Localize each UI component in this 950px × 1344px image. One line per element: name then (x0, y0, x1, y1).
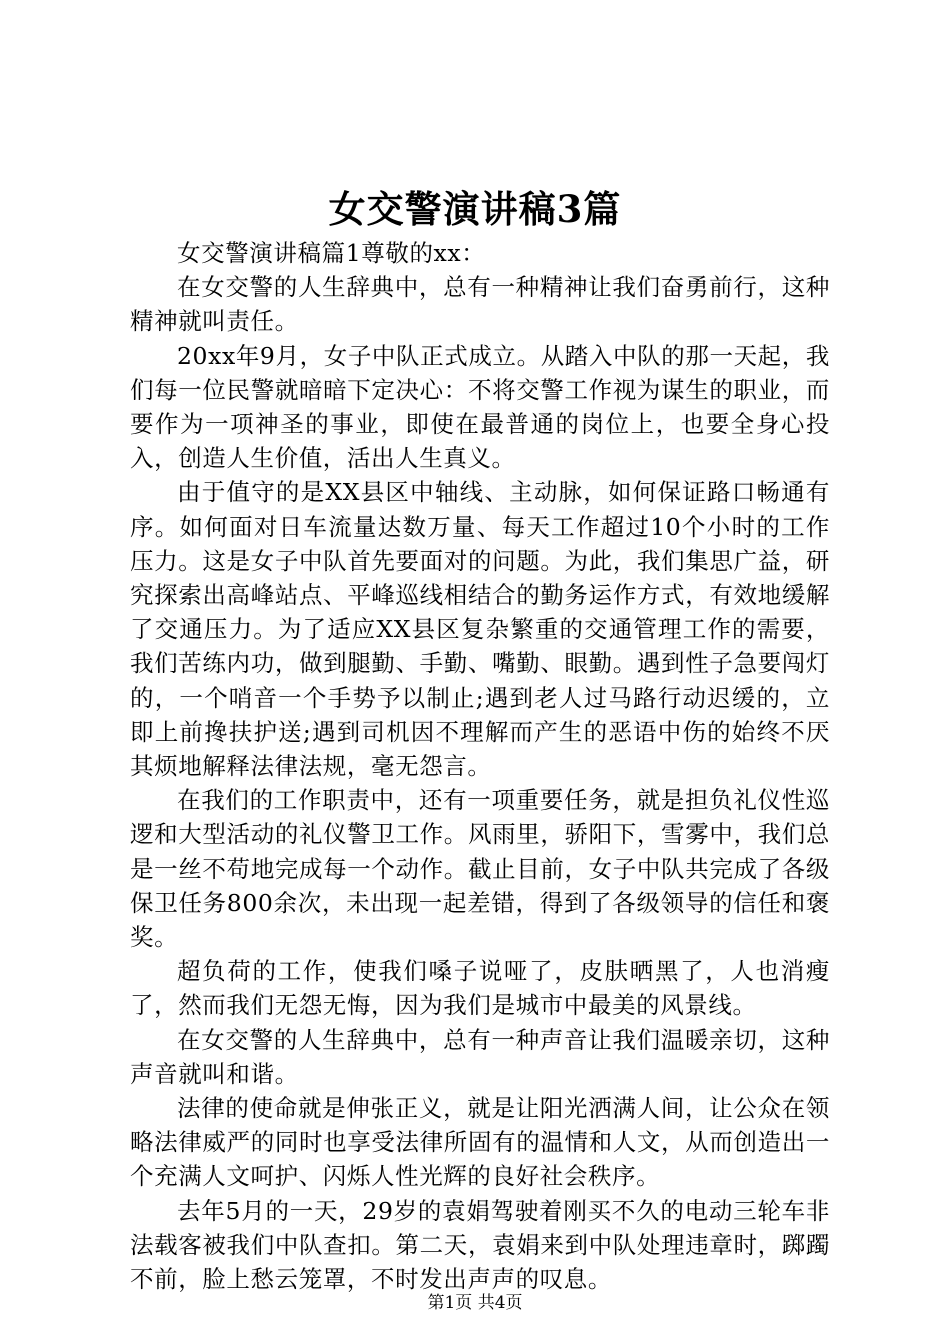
paragraph: 法律的使命就是伸张正义，就是让阳光洒满人间，让公众在领略法律威严的同时也享受法律所固有的温情和人文，从而创造出一个充满人文呵护、闪烁人性光辉的良好社会秩序。 (130, 1094, 830, 1191)
document-title: 女交警演讲稿3篇 (328, 187, 622, 231)
paragraph: 在女交警的人生辞典中，总有一种精神让我们奋勇前行，这种精神就叫责任。 (130, 273, 830, 336)
page-number-footer: 第1页 共4页 (427, 1293, 523, 1313)
paragraph: 由于值守的是XX县区中轴线、主动脉，如何保证路口畅通有序。如何面对日车流量达数万量、每天工作超过10个小时的工作压力。这是女子中队首先要面对的问题。为此，我们集思广益，研究探索出高峰站点、平峰巡线相结合的勤务运作方式，有效地缓解了交通压力。为了适应XX县区复杂繁重的交通管理工作的需要，我们苦练内功，做到腿勤、手勤、嘴勤、眼勤。遇到性子急要闯灯的，一个哨音一个手势予以制止;遇到老人过马路行动迟缓的，立即上前搀扶护送;遇到司机因不理解而产生的恶语中伤的始终不厌其烦地解释法律法规，毫无怨言。 (130, 478, 830, 781)
document-body (130, 236, 830, 1296)
paragraph: 女交警演讲稿篇1尊敬的xx： (177, 239, 486, 267)
paragraph: 去年5月的一天，29岁的袁娟驾驶着刚买不久的电动三轮车非法载客被我们中队查扣。第二天，袁娟来到中队处理违章时，踯躅不前，脸上愁云笼罩，不时发出声声的叹息。 (130, 1196, 830, 1294)
paragraph: 在我们的工作职责中，还有一项重要任务，就是担负礼仪性巡逻和大型活动的礼仪警卫工作。风雨里，骄阳下，雪雾中，我们总是一丝不苟地完成每一个动作。截止目前，女子中队共完成了各级保卫任务800余次，未出现一起差错，得到了各级领导的信任和褒奖。 (130, 786, 830, 952)
paragraph: 超负荷的工作，使我们嗓子说哑了，皮肤晒黑了，人也消瘦了，然而我们无怨无悔，因为我们是城市中最美的风景线。 (130, 957, 830, 1020)
paragraph: 20xx年9月，女子中队正式成立。从踏入中队的那一天起，我们每一位民警就暗暗下定决心：不将交警工作视为谋生的职业，而要作为一项神圣的事业，即使在最普通的岗位上，也要全身心投入，创造人生价值，活出人生真义。 (130, 341, 830, 473)
paragraph: 在女交警的人生辞典中，总有一种声音让我们温暖亲切，这种声音就叫和谐。 (130, 1025, 830, 1088)
